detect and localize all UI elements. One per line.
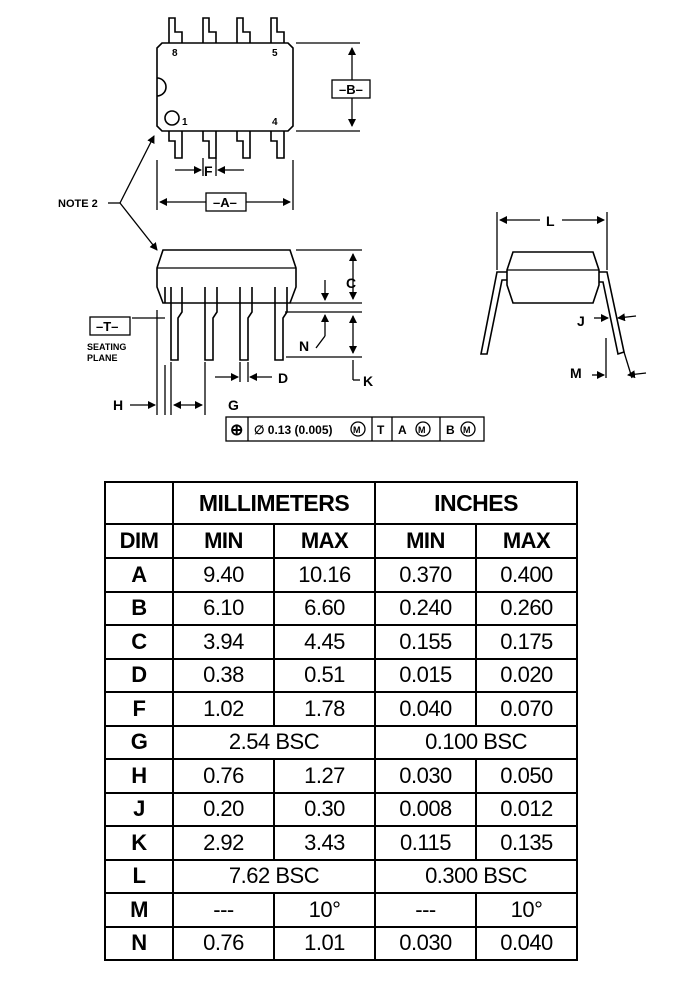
pin-4-label: 4 [272,117,278,128]
in-max-cell: 0.175 [476,625,577,659]
mm-min-cell: 2.92 [173,826,274,860]
in-min-cell: 0.030 [375,759,476,793]
table-row [105,793,577,827]
side-view [157,250,296,360]
dim-cell: D [105,659,173,693]
seating-plane-line-1: SEATING [87,342,127,352]
table-row [105,726,577,760]
dim-n-label: N [299,338,310,354]
in-min-cell: 0.008 [375,793,476,827]
dim-cell: M [105,893,173,927]
mm-min-cell: 9.40 [173,558,274,592]
table-row [105,659,577,693]
dim-m-label: M [570,365,582,381]
mm-max-column-header: MAX [274,524,375,558]
blank-header-cell [105,482,173,524]
dim-j-label: J [577,313,585,329]
in-min-cell: 0.030 [375,927,476,961]
top-view [157,18,293,158]
mm-max-cell: 6.60 [274,592,375,626]
in-min-cell: 0.115 [375,826,476,860]
bottom-lead [169,131,182,158]
table-row [105,893,577,927]
mm-max-cell: 10.16 [274,558,375,592]
bottom-lead [203,131,216,158]
dim-column-header: DIM [105,524,173,558]
table-column-header-row [105,524,577,558]
dim-cell: H [105,759,173,793]
in-min-column-header: MIN [375,524,476,558]
mm-max-cell: 1.78 [274,692,375,726]
table-row [105,759,577,793]
tolerance-value: ∅ 0.13 (0.005) [254,423,333,437]
datum-ref-t: T [377,423,385,437]
pin1-notch [157,78,166,96]
table-row [105,826,577,860]
mm-min-cell: 0.20 [173,793,274,827]
dim-g-label: G [228,397,239,413]
mm-max-cell: 10° [274,893,375,927]
in-min-cell: 0.370 [375,558,476,592]
mm-min-cell: 6.10 [173,592,274,626]
mm-min-cell: 0.38 [173,659,274,693]
dim-cell: A [105,558,173,592]
table-row [105,625,577,659]
top-lead [237,18,250,43]
in-max-cell: 10° [476,893,577,927]
mm-min-cell: 0.76 [173,927,274,961]
dim-cell: J [105,793,173,827]
in-bsc-cell: 0.300 BSC [375,860,577,894]
bottom-lead [271,131,284,158]
in-min-cell: --- [375,893,476,927]
dim-d-label: D [278,370,289,386]
inches-header: INCHES [375,482,577,524]
dim-cell: N [105,927,173,961]
datum-a-label: –A– [213,195,237,210]
millimeters-header: MILLIMETERS [173,482,375,524]
in-min-cell: 0.155 [375,625,476,659]
mm-min-cell: 3.94 [173,625,274,659]
in-max-cell: 0.070 [476,692,577,726]
dim-l-label: L [546,213,555,229]
dim-cell: K [105,826,173,860]
top-lead [203,18,216,43]
dim-cell: L [105,860,173,894]
mm-max-cell: 0.51 [274,659,375,693]
datum-ref-b: B [446,423,455,437]
mm-min-column-header: MIN [173,524,274,558]
in-max-cell: 0.050 [476,759,577,793]
package-outline-drawing [0,0,699,460]
mm-max-cell: 1.27 [274,759,375,793]
in-max-column-header: MAX [476,524,577,558]
mm-bsc-cell: 7.62 BSC [173,860,375,894]
top-lead [271,18,284,43]
top-lead [169,18,182,43]
mm-max-cell: 0.30 [274,793,375,827]
in-min-cell: 0.040 [375,692,476,726]
in-max-cell: 0.040 [476,927,577,961]
position-symbol: ⊕ [230,422,244,439]
dim-c-label: C [346,275,357,291]
datum-t-label: –T– [96,319,119,334]
dim-cell: B [105,592,173,626]
in-bsc-cell: 0.100 BSC [375,726,577,760]
in-max-cell: 0.020 [476,659,577,693]
end-view-body [507,252,599,303]
mm-max-cell: 4.45 [274,625,375,659]
pin-5-label: 5 [272,48,278,59]
table-row [105,927,577,961]
dimension-table [104,481,578,961]
mm-min-cell: 1.02 [173,692,274,726]
mm-min-cell: --- [173,893,274,927]
tolerance-mod-1: M [353,425,361,435]
in-max-cell: 0.012 [476,793,577,827]
tolerance-mod-2: M [418,425,426,435]
mm-max-cell: 1.01 [274,927,375,961]
end-view [481,252,624,354]
dim-cell: C [105,625,173,659]
pin-8-label: 8 [172,48,178,59]
table-row [105,692,577,726]
dim-k-label: K [363,373,374,389]
dim-cell: F [105,692,173,726]
mm-max-cell: 3.43 [274,826,375,860]
table-row [105,558,577,592]
bottom-lead [237,131,250,158]
seating-plane-line-2: PLANE [87,353,118,363]
datum-b-label: –B– [339,82,363,97]
pin1-indicator [165,111,179,125]
table-row [105,860,577,894]
dim-f-label: F [204,163,213,179]
in-max-cell: 0.260 [476,592,577,626]
note-2-label: NOTE 2 [58,198,98,210]
in-min-cell: 0.015 [375,659,476,693]
dim-h-label: H [113,397,124,413]
table-group-header-row [105,482,577,524]
mm-bsc-cell: 2.54 BSC [173,726,375,760]
dim-cell: G [105,726,173,760]
in-max-cell: 0.135 [476,826,577,860]
mm-min-cell: 0.76 [173,759,274,793]
in-min-cell: 0.240 [375,592,476,626]
table-row [105,592,577,626]
datum-ref-a: A [398,423,407,437]
tolerance-mod-3: M [463,425,471,435]
pin-1-label: 1 [182,117,188,128]
in-max-cell: 0.400 [476,558,577,592]
